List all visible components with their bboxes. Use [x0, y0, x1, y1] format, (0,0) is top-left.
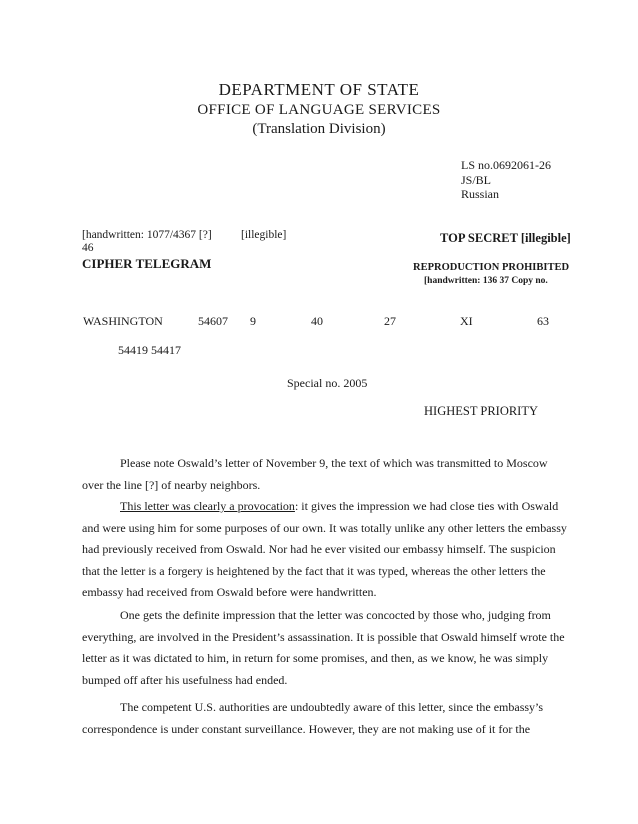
- department-heading: DEPARTMENT OF STATE: [218, 80, 420, 99]
- telegram-field-5: 27: [384, 314, 396, 328]
- top-secret-label: TOP SECRET [illegible]: [440, 231, 571, 245]
- body-paragraph-1: Please note Oswald’s letter of November 9, the text of which was transmitted to Moscow over the line [?] of nearby neighbors.: [82, 456, 548, 492]
- handwritten-copy-note: [handwritten: 136 37 Copy no.: [424, 276, 548, 286]
- underlined-phrase: This letter was clearly a provocation: [120, 499, 295, 513]
- telegram-field-3: 9: [250, 314, 256, 328]
- telegram-field-4: 40: [311, 314, 323, 328]
- paragraph-2-text: : it gives the impression we had close ties with Oswald and were using him for some purposes of our own. It was totally unlike any other letters the embassy had previously received from Oswald. Nor had he ever visited our embassy himself. The suspicion that the letter is a forgery is heightened by the fact that it was typed, whereas the other letters the embassy had received from Oswald before were handwritten.: [82, 499, 567, 599]
- body-paragraph-4: The competent U.S. authorities are undoubtedly aware of this letter, since the embassy’s correspondence is under constant surveillance. However, they are not making use of it for the: [82, 700, 544, 736]
- priority-label: HIGHEST PRIORITY: [424, 404, 539, 418]
- handwritten-note-1: [handwritten: 1077/4367 [?]: [82, 229, 212, 241]
- body-paragraph-2: [82, 496, 568, 604]
- reference-numbers: 54419 54417: [118, 343, 181, 357]
- telegram-field-6: XI: [460, 314, 473, 328]
- language: Russian: [461, 187, 500, 201]
- reproduction-prohibited-label: REPRODUCTION PROHIBITED: [413, 262, 570, 273]
- division-heading: (Translation Division): [252, 121, 386, 137]
- initials: JS/BL: [461, 173, 492, 187]
- illegible-note: [illegible]: [241, 229, 287, 241]
- handwritten-note-2: 46: [82, 242, 94, 254]
- office-heading: OFFICE OF LANGUAGE SERVICES: [197, 102, 441, 118]
- cipher-telegram-label: CIPHER TELEGRAM: [82, 256, 212, 271]
- ls-number: LS no.0692061-26: [461, 158, 551, 172]
- telegram-city: WASHINGTON: [83, 314, 163, 328]
- telegram-field-7: 63: [537, 314, 549, 328]
- body-paragraph-3: One gets the definite impression that the letter was concocted by those who, judging from everything, are involved in the President’s assassination. It is possible that Oswald himself wrote the letter as it was dictated to him, in return for some promises, and then, as we know, he was simply bumped off after his usefulness had ended.: [82, 608, 565, 687]
- telegram-code: 54607: [198, 314, 228, 328]
- special-number: Special no. 2005: [287, 376, 368, 390]
